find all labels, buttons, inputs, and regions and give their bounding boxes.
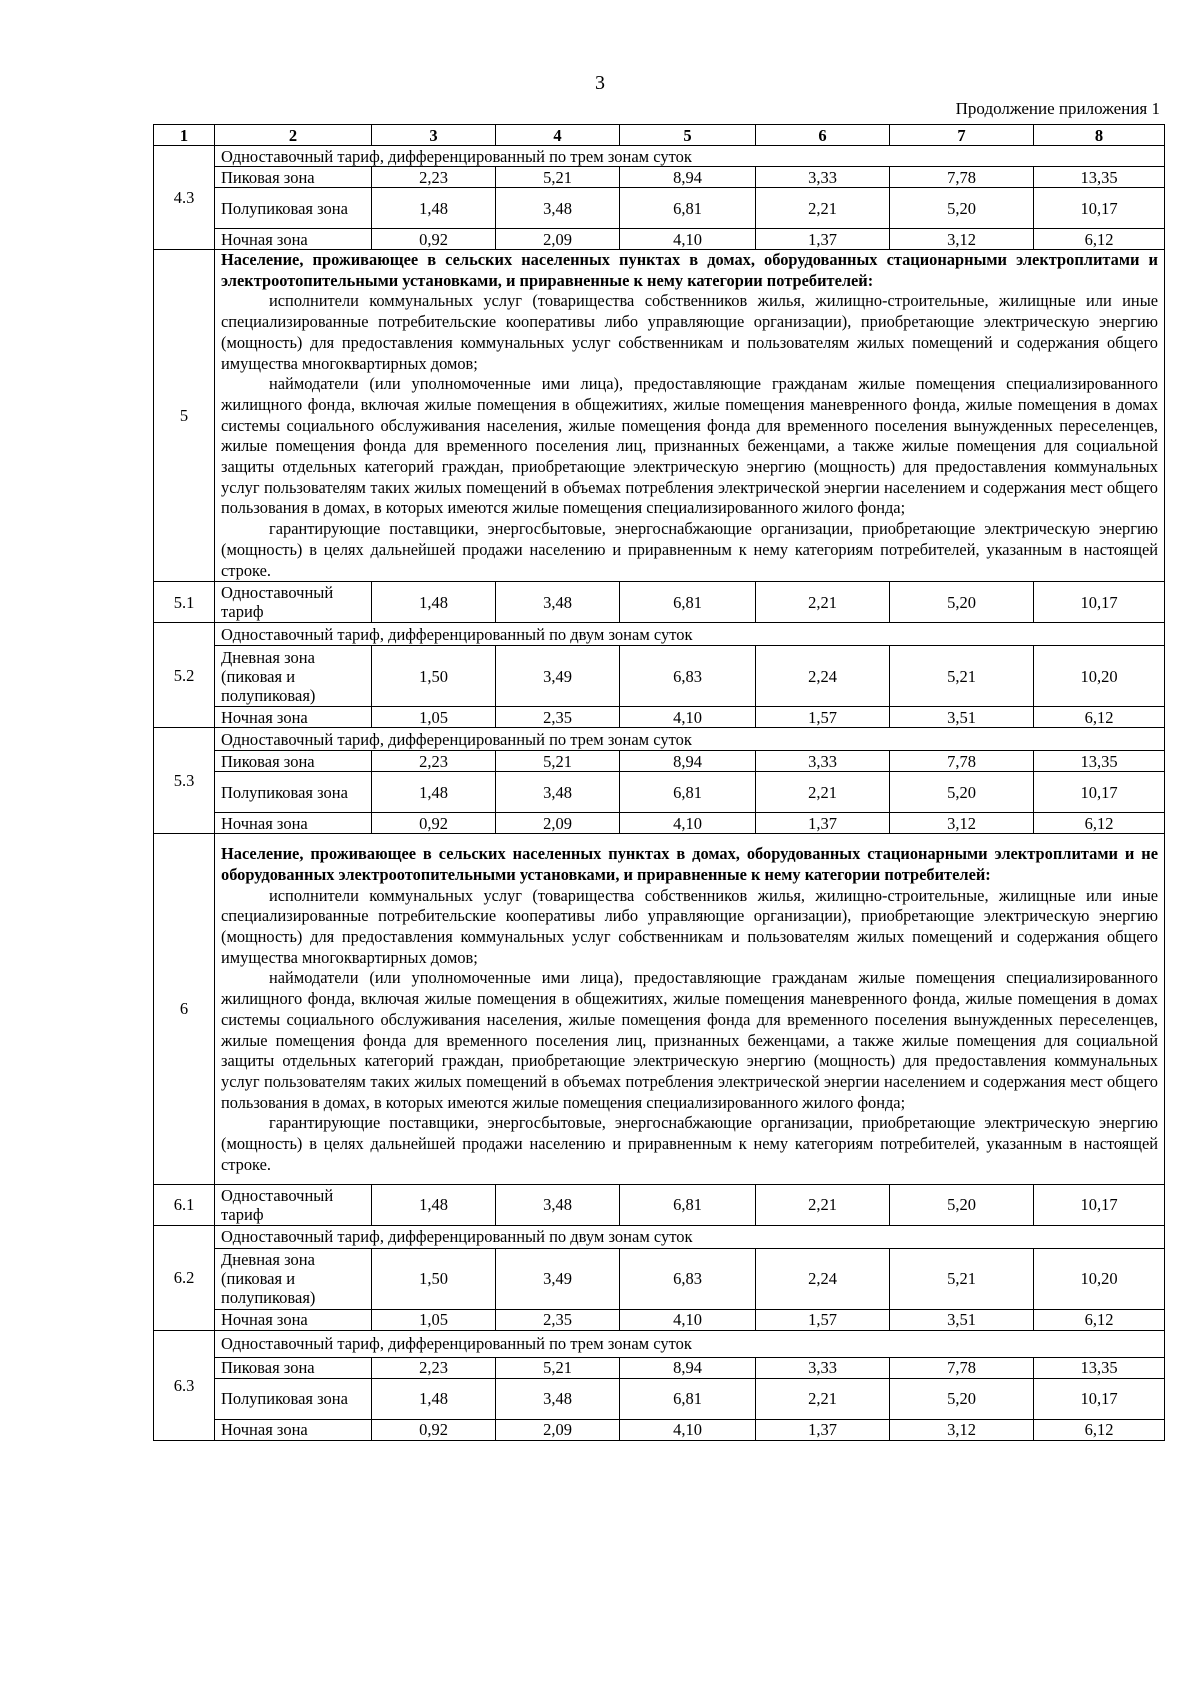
value-cell: 10,20	[1034, 646, 1165, 707]
value-cell: 3,33	[756, 1357, 890, 1378]
category-paragraph: исполнители коммунальных услуг (товарищества собственников жилья, жилищно-строительные, жилищные или иные специализированные потребительские кооперативы либо управляющие организации), приобретающие электрическую энергию (мощность) для предоставления коммунальных услуг собственникам и пользователям жилых помещений и содержания общего имущества многоквартирных домов;	[221, 291, 1158, 373]
zone-label: Пиковая зона	[215, 751, 372, 772]
table-row	[154, 623, 1165, 646]
tariff-type-label: Одноставочный тариф, дифференцированный по трем зонам суток	[215, 1330, 1165, 1357]
value-cell: 3,51	[890, 707, 1034, 728]
category-paragraph: наймодатели (или уполномоченные ими лица), предоставляющие гражданам жилые помещения специализированного жилищного фонда, включая жилые помещения в общежитиях, жилые помещения маневренного фонда, жилые помещения в домах системы социального обслуживания населения, жилые помещения фонда для временного поселения вынужденных переселенцев, жилые помещения фонда для временного поселения лиц, признанных беженцами, а также жилые помещения для социальной защиты отдельных категорий граждан, приобретающие электрическую энергию (мощность) для предоставления коммунальных услуг пользователям таких жилых помещений в объемах потребления электрической энергии населением и содержания мест общего пользования в домах, в которых имеются жилые помещения специализированного жилого фонда;	[221, 968, 1158, 1112]
table-row	[154, 1248, 1165, 1309]
table-row	[154, 188, 1165, 229]
category-paragraph: гарантирующие поставщики, энергосбытовые, энергоснабжающие организации, приобретающие электрическую энергию (мощность) в целях дальнейшей продажи населению и приравненным к нему категориям потребителей, указанным в настоящей строке.	[221, 1113, 1158, 1174]
tariff-label: Одноставочный тариф	[215, 1184, 372, 1225]
tariff-table	[153, 124, 1165, 1441]
value-cell: 2,09	[496, 813, 620, 834]
category-heading: Население, проживающее в сельских населенных пунктах в домах, оборудованных стационарными электроплитами и не оборудованных электроотопительными установками, и приравненные к нему категории потребителей:	[221, 844, 1158, 884]
category-description	[215, 834, 1165, 1184]
value-cell: 3,48	[496, 582, 620, 623]
value-cell: 5,21	[496, 167, 620, 188]
value-cell: 6,12	[1034, 229, 1165, 250]
table-row	[154, 1330, 1165, 1357]
table-row	[154, 1225, 1165, 1248]
value-cell: 7,78	[890, 1357, 1034, 1378]
value-cell: 10,17	[1034, 582, 1165, 623]
table-row	[154, 728, 1165, 751]
value-cell: 3,51	[890, 1309, 1034, 1330]
value-cell: 2,24	[756, 1248, 890, 1309]
value-cell: 6,83	[620, 1248, 756, 1309]
value-cell: 1,57	[756, 707, 890, 728]
value-cell: 1,48	[372, 1184, 496, 1225]
value-cell: 3,12	[890, 229, 1034, 250]
zone-label: Полупиковая зона	[215, 772, 372, 813]
row-number: 6.3	[154, 1330, 215, 1440]
zone-label: Дневная зона (пиковая и полупиковая)	[215, 646, 372, 707]
value-cell: 1,50	[372, 646, 496, 707]
col-header: 3	[372, 125, 496, 146]
value-cell: 5,21	[890, 646, 1034, 707]
col-header: 7	[890, 125, 1034, 146]
value-cell: 0,92	[372, 1419, 496, 1440]
value-cell: 10,20	[1034, 1248, 1165, 1309]
table-row	[154, 1378, 1165, 1419]
value-cell: 2,21	[756, 772, 890, 813]
zone-label: Ночная зона	[215, 707, 372, 728]
category-paragraph: гарантирующие поставщики, энергосбытовые, энергоснабжающие организации, приобретающие электрическую энергию (мощность) в целях дальнейшей продажи населению и приравненным к нему категориям потребителей, указанным в настоящей строке.	[221, 519, 1158, 580]
value-cell: 7,78	[890, 167, 1034, 188]
value-cell: 6,12	[1034, 1419, 1165, 1440]
value-cell: 1,48	[372, 582, 496, 623]
value-cell: 2,35	[496, 1309, 620, 1330]
table-row	[154, 582, 1165, 623]
value-cell: 6,81	[620, 1378, 756, 1419]
row-number: 5.1	[154, 582, 215, 623]
tariff-type-label: Одноставочный тариф, дифференцированный по двум зонам суток	[215, 1225, 1165, 1248]
zone-label: Пиковая зона	[215, 167, 372, 188]
table-row	[154, 229, 1165, 250]
value-cell: 2,21	[756, 582, 890, 623]
value-cell: 4,10	[620, 707, 756, 728]
value-cell: 2,23	[372, 751, 496, 772]
col-header: 6	[756, 125, 890, 146]
value-cell: 3,33	[756, 167, 890, 188]
zone-label: Ночная зона	[215, 1419, 372, 1440]
value-cell: 4,10	[620, 1419, 756, 1440]
value-cell: 2,09	[496, 1419, 620, 1440]
value-cell: 13,35	[1034, 1357, 1165, 1378]
table-row	[154, 1357, 1165, 1378]
value-cell: 3,12	[890, 1419, 1034, 1440]
col-header: 1	[154, 125, 215, 146]
value-cell: 3,49	[496, 1248, 620, 1309]
value-cell: 1,05	[372, 707, 496, 728]
value-cell: 3,48	[496, 1378, 620, 1419]
value-cell: 1,57	[756, 1309, 890, 1330]
table-row	[154, 813, 1165, 834]
value-cell: 5,21	[496, 1357, 620, 1378]
col-header: 5	[620, 125, 756, 146]
value-cell: 3,33	[756, 751, 890, 772]
value-cell: 2,21	[756, 1184, 890, 1225]
value-cell: 3,48	[496, 188, 620, 229]
zone-label: Дневная зона (пиковая и полупиковая)	[215, 1248, 372, 1309]
value-cell: 6,81	[620, 188, 756, 229]
row-number: 5.3	[154, 728, 215, 834]
value-cell: 6,81	[620, 582, 756, 623]
table-row	[154, 146, 1165, 167]
value-cell: 3,48	[496, 1184, 620, 1225]
value-cell: 5,20	[890, 1378, 1034, 1419]
zone-label: Ночная зона	[215, 1309, 372, 1330]
value-cell: 10,17	[1034, 1184, 1165, 1225]
row-number: 5	[154, 250, 215, 582]
tariff-type-label: Одноставочный тариф, дифференцированный по трем зонам суток	[215, 146, 1165, 167]
value-cell: 1,37	[756, 229, 890, 250]
value-cell: 7,78	[890, 751, 1034, 772]
category-paragraph: наймодатели (или уполномоченные ими лица), предоставляющие гражданам жилые помещения специализированного жилищного фонда, включая жилые помещения в общежитиях, жилые помещения маневренного фонда, жилые помещения в домах системы социального обслуживания населения, жилые помещения фонда для временного поселения вынужденных переселенцев, жилые помещения фонда для временного поселения лиц, признанных беженцами, а также жилые помещения для социальной защиты отдельных категорий граждан, приобретающие электрическую энергию (мощность) для предоставления коммунальных услуг пользователям таких жилых помещений в объемах потребления электрической энергии населением и содержания мест общего пользования в домах, в которых имеются жилые помещения специализированного жилого фонда;	[221, 374, 1158, 518]
value-cell: 1,05	[372, 1309, 496, 1330]
value-cell: 2,24	[756, 646, 890, 707]
value-cell: 5,20	[890, 1184, 1034, 1225]
value-cell: 1,37	[756, 1419, 890, 1440]
row-number: 4.3	[154, 146, 215, 250]
value-cell: 1,50	[372, 1248, 496, 1309]
tariff-type-label: Одноставочный тариф, дифференцированный по двум зонам суток	[215, 623, 1165, 646]
value-cell: 13,35	[1034, 167, 1165, 188]
value-cell: 5,20	[890, 582, 1034, 623]
value-cell: 10,17	[1034, 772, 1165, 813]
zone-label: Пиковая зона	[215, 1357, 372, 1378]
table-row	[154, 646, 1165, 707]
zone-label: Полупиковая зона	[215, 188, 372, 229]
value-cell: 1,48	[372, 1378, 496, 1419]
value-cell: 4,10	[620, 229, 756, 250]
value-cell: 10,17	[1034, 1378, 1165, 1419]
value-cell: 3,12	[890, 813, 1034, 834]
value-cell: 8,94	[620, 167, 756, 188]
category-description	[215, 250, 1165, 582]
value-cell: 5,21	[496, 751, 620, 772]
value-cell: 6,83	[620, 646, 756, 707]
category-heading: Население, проживающее в сельских населенных пунктах в домах, оборудованных стационарными электроплитами и электроотопительными установками, и приравненные к нему категории потребителей:	[221, 250, 1158, 290]
value-cell: 6,81	[620, 772, 756, 813]
table-row	[154, 751, 1165, 772]
value-cell: 2,23	[372, 1357, 496, 1378]
value-cell: 2,23	[372, 167, 496, 188]
category-paragraph: исполнители коммунальных услуг (товарищества собственников жилья, жилищно-строительные, жилищные или иные специализированные потребительские кооперативы либо управляющие организации), приобретающие электрическую энергию (мощность) для предоставления коммунальных услуг собственникам и пользователям жилых помещений и содержания общего имущества многоквартирных домов;	[221, 885, 1158, 967]
value-cell: 0,92	[372, 813, 496, 834]
value-cell: 4,10	[620, 813, 756, 834]
table-row	[154, 250, 1165, 582]
value-cell: 6,12	[1034, 1309, 1165, 1330]
value-cell: 6,12	[1034, 707, 1165, 728]
table-row	[154, 1419, 1165, 1440]
value-cell: 6,81	[620, 1184, 756, 1225]
col-header: 4	[496, 125, 620, 146]
value-cell: 8,94	[620, 751, 756, 772]
row-number: 6.2	[154, 1225, 215, 1330]
table-row	[154, 167, 1165, 188]
tariff-type-label: Одноставочный тариф, дифференцированный по трем зонам суток	[215, 728, 1165, 751]
zone-label: Ночная зона	[215, 813, 372, 834]
row-number: 6	[154, 834, 215, 1184]
value-cell: 1,48	[372, 772, 496, 813]
col-header: 8	[1034, 125, 1165, 146]
value-cell: 5,20	[890, 188, 1034, 229]
table-row	[154, 1184, 1165, 1225]
value-cell: 2,09	[496, 229, 620, 250]
value-cell: 6,12	[1034, 813, 1165, 834]
table-row	[154, 707, 1165, 728]
row-number: 5.2	[154, 623, 215, 728]
col-header: 2	[215, 125, 372, 146]
value-cell: 5,21	[890, 1248, 1034, 1309]
value-cell: 3,49	[496, 646, 620, 707]
table-row	[154, 772, 1165, 813]
value-cell: 1,37	[756, 813, 890, 834]
value-cell: 4,10	[620, 1309, 756, 1330]
value-cell: 0,92	[372, 229, 496, 250]
value-cell: 8,94	[620, 1357, 756, 1378]
header-row	[154, 125, 1165, 146]
zone-label: Ночная зона	[215, 229, 372, 250]
value-cell: 2,21	[756, 188, 890, 229]
value-cell: 3,48	[496, 772, 620, 813]
table-row	[154, 834, 1165, 1184]
value-cell: 2,35	[496, 707, 620, 728]
table-row	[154, 1309, 1165, 1330]
value-cell: 2,21	[756, 1378, 890, 1419]
value-cell: 10,17	[1034, 188, 1165, 229]
continuation-note: Продолжение приложения 1	[955, 99, 1160, 118]
zone-label: Полупиковая зона	[215, 1378, 372, 1419]
value-cell: 13,35	[1034, 751, 1165, 772]
row-number: 6.1	[154, 1184, 215, 1225]
value-cell: 1,48	[372, 188, 496, 229]
page-number: 3	[595, 72, 605, 94]
value-cell: 5,20	[890, 772, 1034, 813]
tariff-label: Одноставочный тариф	[215, 582, 372, 623]
